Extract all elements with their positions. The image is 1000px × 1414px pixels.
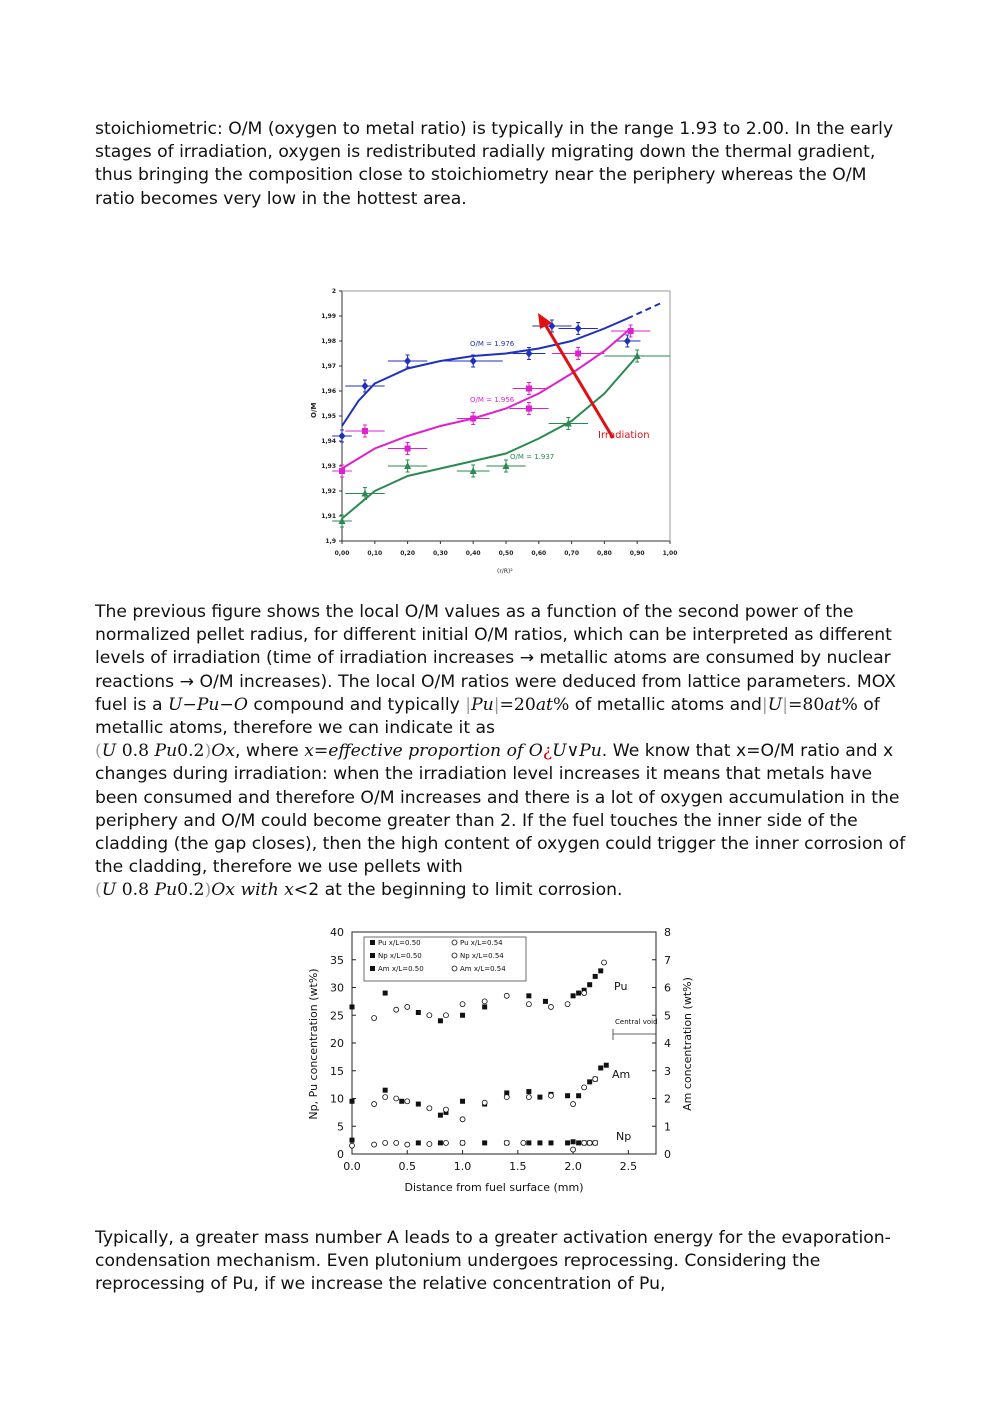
text-run: of metallic atoms, therefore we can indicate it as	[95, 694, 880, 739]
x-tick-label: 0,80	[596, 550, 612, 557]
data-point	[576, 1093, 581, 1098]
math-percent: %	[552, 694, 570, 715]
x-tick-label: 0.0	[343, 1160, 361, 1173]
data-point	[593, 1140, 598, 1145]
data-point	[582, 1085, 587, 1090]
data-point	[427, 1106, 432, 1111]
data-point	[427, 1142, 432, 1147]
x-tick-label: 0,00	[334, 550, 350, 557]
legend-marker-open	[452, 953, 457, 958]
data-point	[372, 1142, 377, 1147]
y-tick-label: 1,96	[321, 388, 336, 395]
data-point	[383, 991, 388, 996]
x-tick-label: 1.5	[509, 1160, 527, 1173]
y-tick-label: 2	[331, 288, 336, 295]
legend-label: Am x/L=0.50	[378, 965, 424, 973]
data-point	[526, 406, 532, 412]
y-tick-label: 40	[330, 926, 344, 939]
irradiation-label: Irradiation	[598, 430, 650, 441]
data-point	[548, 1093, 553, 1098]
data-point	[526, 1089, 531, 1094]
data-point	[504, 1140, 509, 1145]
data-point	[405, 1099, 410, 1104]
data-point	[460, 1117, 465, 1122]
data-point	[526, 386, 532, 392]
math-formula: x=effective proportion of O	[304, 741, 543, 762]
concentration-chart	[300, 924, 710, 1204]
data-point	[593, 974, 598, 979]
data-point	[394, 1096, 399, 1101]
paragraph-mox: The previous figure shows the local O/M values as a function of the second power of the normalized pellet radius, for different initial O/M ratios, which can be interpreted as different levels of irradiation (time of irradiation increases → metallic atoms are consumed by nuclear reactions → O/M increases). The local O/M ratios were deduced from lattice parameters. MOX fuel is a U−Pu−O compound and typically |Pu|=20at% of metallic atoms and|U|=80at% of metallic atoms, therefore we can indicate it as (U 0.8 Pu0.2)Ox, where x=effective proportion of O¿U∨Pu. We know that x=O/M ratio and x changes during irradiation: when the irradiation level increases it means that metals have been consumed and therefore O/M increases and there is a lot of oxygen accumulation in the periphery and O/M could become greater than 2. If the fuel touches the inner side of the cladding (the gap closes), then the high content of oxygen could trigger the inner corrosion of the cladding, therefore we use pellets with (U 0.8 Pu0.2)Ox with x<2 at the beginning to limit corrosion.	[95, 602, 906, 901]
y-tick-label: 1,91	[321, 513, 336, 520]
y2-tick-label: 7	[664, 953, 671, 967]
x-tick-label: 2.5	[619, 1160, 638, 1173]
data-point	[427, 1013, 432, 1018]
data-point	[383, 1088, 388, 1093]
data-point	[521, 1140, 526, 1145]
data-point	[482, 1140, 487, 1145]
data-point	[394, 1140, 399, 1145]
data-point	[598, 968, 603, 973]
data-point	[460, 1099, 465, 1104]
math-symbol: Pu	[154, 741, 178, 762]
data-point	[405, 1142, 410, 1147]
x-tick-label: 0.5	[398, 1160, 417, 1173]
x-tick-label: 2.0	[564, 1160, 582, 1173]
data-point	[537, 1095, 542, 1100]
y2-tick-label: 2	[664, 1092, 671, 1106]
y-tick-label: 1,95	[321, 413, 336, 420]
data-point	[504, 993, 509, 998]
math-symbol: Pu	[154, 880, 178, 901]
right-y-axis-label: Am concentration (wt%)	[681, 977, 694, 1111]
legend-marker-filled	[370, 953, 375, 958]
math-glyph: ¿	[542, 741, 553, 762]
data-point	[582, 1140, 587, 1145]
legend-marker-open	[452, 966, 457, 971]
data-point	[405, 1004, 410, 1009]
text-run: The previous figure shows the local O/M values as a function of the second power of the normalized pellet radius, for different initial O/M ratios, which can be interpreted as different levels of irradiation (time of irradiation increases → metallic atoms are consumed by nuclear reactions → O/M increases). The local O/M ratios were deduced from lattice parameters. MOX fuel is a	[95, 602, 896, 715]
data-point	[482, 1100, 487, 1105]
np-label: Np	[616, 1130, 632, 1143]
series-label-om1956: O/M = 1.956	[470, 396, 515, 404]
y2-tick-label: 6	[664, 981, 671, 995]
data-point	[526, 993, 531, 998]
data-point	[565, 1140, 570, 1145]
x-tick-label: 0,90	[629, 550, 645, 557]
math-symbol: Ox	[211, 741, 235, 762]
y-tick-label: 30	[330, 981, 344, 995]
x-tick-label: 0,50	[498, 550, 514, 557]
text-run: . We know that x=O/M ratio and x changes during irradiation: when the irradiation level increases it means that metals have been consumed and therefore O/M increases and there is a lot of oxygen accumulation in the periphery and O/M could become greater than 2. If the fuel touches the inner side of the cladding (the gap closes), then the high content of oxygen could trigger the inner corrosion of the cladding, therefore we use pellets with	[95, 741, 906, 878]
data-point	[526, 1095, 531, 1100]
math-formula: U∨Pu	[552, 741, 602, 762]
y-tick-label: 25	[330, 1009, 344, 1023]
data-point	[571, 1147, 576, 1152]
y2-tick-label: 5	[664, 1009, 671, 1023]
math-value: 0.2	[177, 741, 205, 762]
data-point	[576, 991, 581, 996]
y2-tick-label: 0	[664, 1148, 671, 1161]
math-value: 0.8	[121, 880, 150, 901]
paragraph-intro: stoichiometric: O/M (oxygen to metal ratio) is typically in the range 1.93 to 2.00. In the early stages of irradiation, oxygen is redistributed radially migrating down the thermal gradient, thus bringing the composition close to stoichiometry near the periphery whereas the O/M ratio becomes very low in the hottest area.	[95, 119, 894, 209]
math-formula: Ox with x	[211, 880, 294, 901]
data-point	[460, 1140, 465, 1145]
legend-label: Np x/L=0.50	[378, 952, 422, 960]
y-tick-label: 10	[330, 1092, 344, 1106]
data-point	[604, 1063, 609, 1068]
data-point	[443, 1140, 448, 1145]
y-tick-label: 1,94	[321, 438, 336, 445]
x-axis-label: (r/R)²	[497, 568, 513, 575]
data-point	[575, 351, 581, 357]
data-point	[543, 999, 548, 1004]
data-point	[460, 1002, 465, 1007]
series-label-om1976: O/M = 1.976	[470, 340, 515, 348]
text-run: <2 at the beginning to limit corrosion.	[293, 880, 623, 901]
data-point	[526, 1140, 531, 1145]
data-point	[339, 468, 345, 474]
x-tick-label: 0,70	[564, 550, 580, 557]
y2-tick-label: 1	[664, 1120, 671, 1134]
data-point	[405, 446, 411, 452]
x-tick-label: 1.0	[453, 1160, 472, 1173]
data-point	[416, 1010, 421, 1015]
x-tick-label: 0,20	[400, 550, 416, 557]
legend-label: Pu x/L=0.50	[378, 939, 421, 947]
legend-marker-open	[452, 940, 457, 945]
data-point	[416, 1140, 421, 1145]
data-point	[565, 1002, 570, 1007]
data-point	[571, 1139, 576, 1144]
y-tick-label: 1,93	[321, 463, 336, 470]
math-percent: %	[841, 694, 858, 715]
y-tick-label: 15	[330, 1064, 344, 1078]
om-ratio-chart	[300, 283, 690, 583]
data-point	[587, 1079, 592, 1084]
text-run: , where	[235, 741, 305, 762]
data-point	[350, 1143, 355, 1148]
math-value: =80	[788, 694, 825, 715]
y2-tick-label: 4	[664, 1037, 671, 1050]
left-y-axis-label: Np, Pu concentration (wt%)	[307, 968, 320, 1120]
series-label-om1937: O/M = 1.937	[510, 453, 555, 461]
data-point	[383, 1095, 388, 1100]
math-value: 0.8	[121, 741, 150, 762]
data-point	[350, 1099, 355, 1104]
data-point	[593, 1077, 598, 1082]
am-label: Am	[612, 1068, 631, 1081]
data-point	[537, 1140, 542, 1145]
data-point	[565, 1093, 570, 1098]
y-tick-label: 1,92	[321, 488, 336, 495]
x-tick-label: 0,40	[465, 550, 481, 557]
y-tick-label: 1,97	[321, 363, 336, 370]
data-point	[504, 1095, 509, 1100]
math-value: 0.2	[177, 880, 205, 901]
data-point	[587, 982, 592, 987]
data-point	[598, 1065, 603, 1070]
math-formula: U−Pu−O	[167, 694, 248, 715]
data-point	[526, 1002, 531, 1007]
data-point	[438, 1018, 443, 1023]
central-void-label: Central void	[615, 1018, 658, 1026]
data-point	[628, 328, 634, 334]
data-point	[372, 1016, 377, 1021]
data-point	[482, 1004, 487, 1009]
text-run: of metallic atoms and	[569, 694, 762, 715]
data-point	[372, 1102, 377, 1107]
data-point	[350, 1004, 355, 1009]
data-point	[394, 1007, 399, 1012]
y-tick-label: 1,99	[321, 313, 336, 320]
data-point	[482, 999, 487, 1004]
legend-label: Am x/L=0.54	[460, 965, 506, 973]
data-point	[438, 1113, 443, 1118]
math-value: =20	[499, 694, 536, 715]
y-axis-label: O/M	[310, 402, 318, 418]
data-point	[399, 1099, 404, 1104]
data-point	[587, 1140, 592, 1145]
legend-label: Np x/L=0.54	[460, 952, 504, 960]
data-point	[571, 993, 576, 998]
data-point	[582, 991, 587, 996]
math-symbol: Pu	[471, 694, 494, 715]
data-point	[602, 960, 607, 965]
data-point	[443, 1107, 448, 1112]
data-point	[548, 1004, 553, 1009]
math-symbol: U	[101, 741, 117, 762]
text-run: compound and typically	[247, 694, 466, 715]
data-point	[571, 1102, 576, 1107]
math-symbol: U	[101, 880, 117, 901]
data-point	[470, 416, 476, 422]
data-point	[416, 1102, 421, 1107]
math-unit: at	[535, 694, 553, 715]
data-point	[548, 1140, 553, 1145]
y-tick-label: 1,9	[325, 538, 336, 545]
data-point	[460, 1013, 465, 1018]
y-tick-label: 0	[337, 1148, 344, 1161]
data-point	[383, 1140, 388, 1145]
x-tick-label: 0,60	[531, 550, 547, 557]
math-symbol: U	[767, 694, 783, 715]
pu-label: Pu	[614, 980, 628, 993]
data-point	[438, 1140, 443, 1145]
data-point	[576, 1140, 581, 1145]
x-tick-label: 0,30	[432, 550, 448, 557]
y-tick-label: 35	[330, 953, 344, 967]
y2-tick-label: 8	[664, 926, 671, 939]
legend-marker-filled	[370, 966, 375, 971]
data-point	[350, 1138, 355, 1143]
x-tick-label: 1,00	[662, 550, 678, 557]
x-tick-label: 0,10	[367, 550, 383, 557]
y2-tick-label: 3	[664, 1064, 671, 1078]
x-axis-label: Distance from fuel surface (mm)	[404, 1181, 584, 1194]
data-point	[362, 428, 368, 434]
y-tick-label: 5	[337, 1120, 344, 1134]
paragraph-reprocessing: Typically, a greater mass number A leads to a greater activation energy for the evaporation-condensation mechanism. Even plutonium undergoes reprocessing. Considering the reprocessing of Pu, if we increase the relative concentration of Pu,	[95, 1228, 891, 1295]
y-tick-label: 20	[330, 1037, 344, 1050]
legend-label: Pu x/L=0.54	[460, 939, 503, 947]
data-point	[443, 1013, 448, 1018]
y-tick-label: 1,98	[321, 338, 336, 345]
math-unit: at	[824, 694, 842, 715]
legend-marker-filled	[370, 940, 375, 945]
